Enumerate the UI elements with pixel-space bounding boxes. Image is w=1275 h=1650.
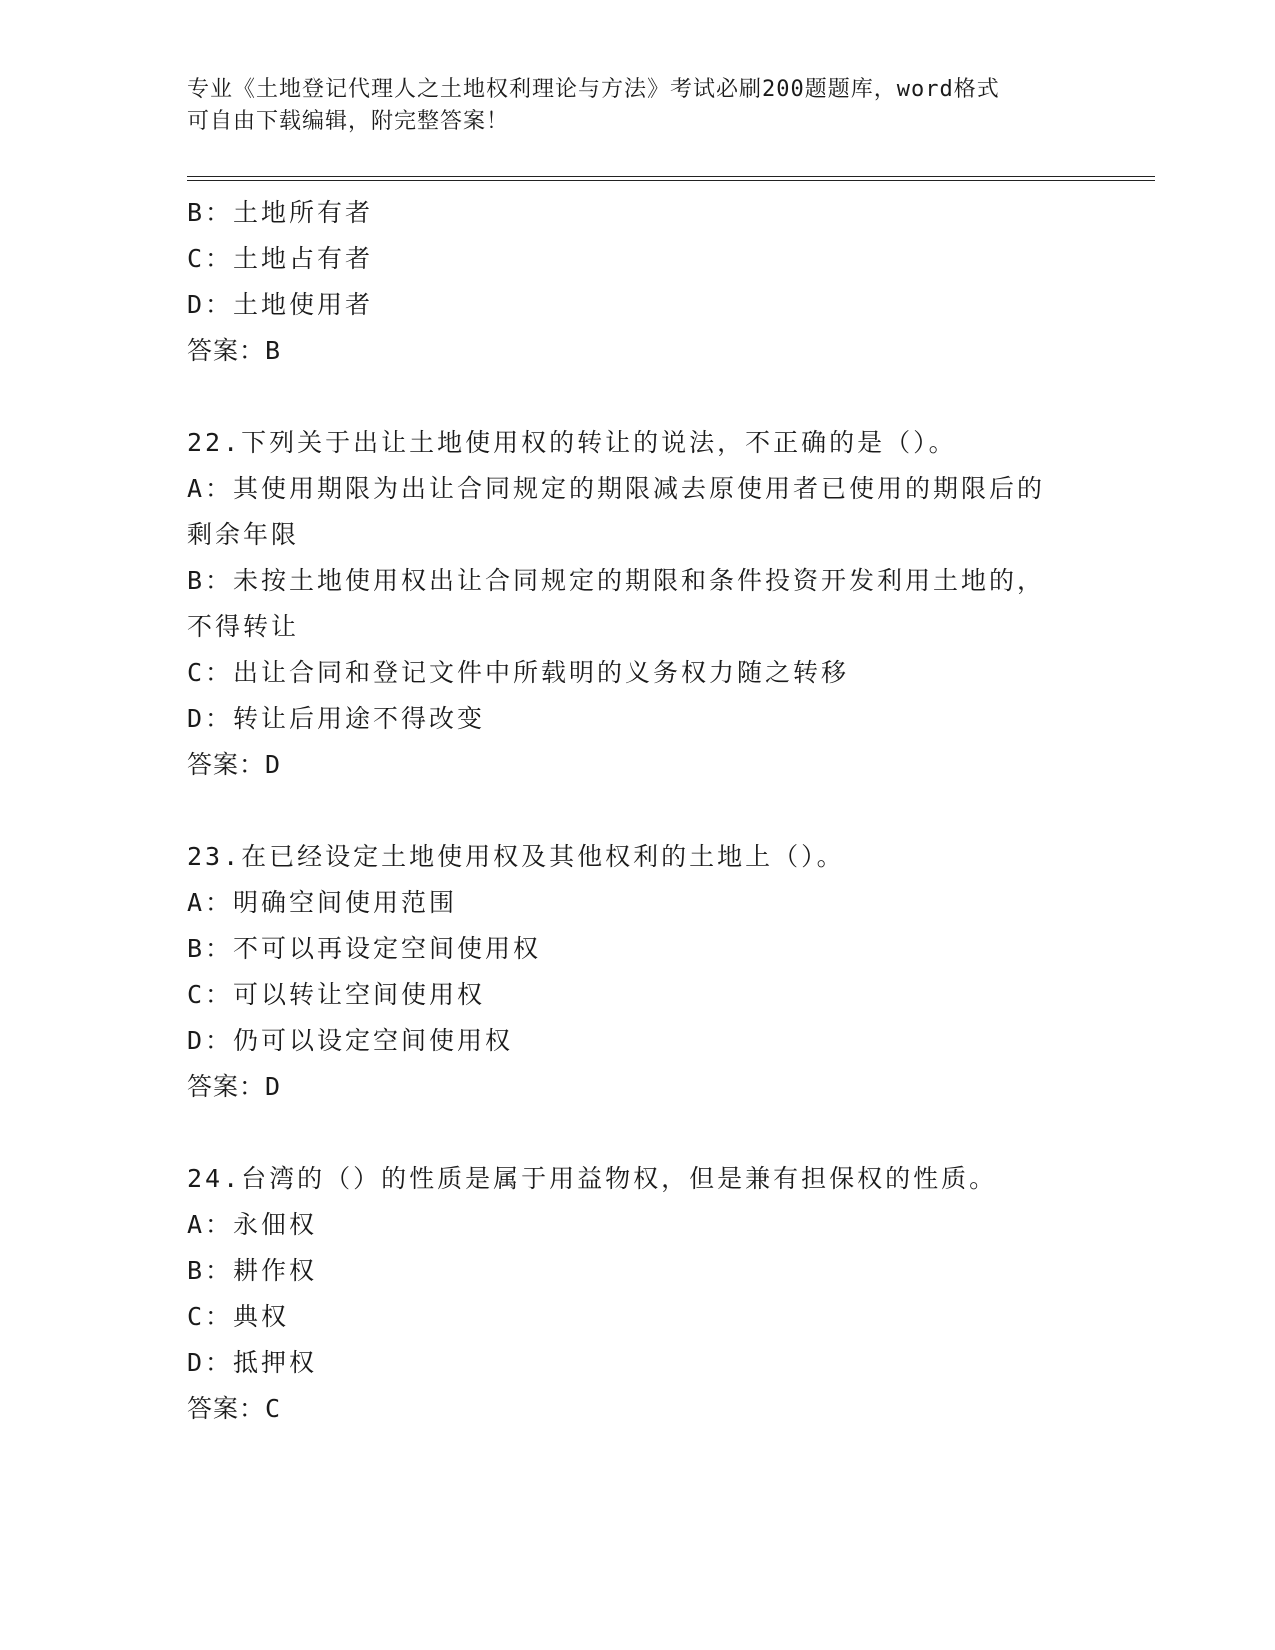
option-b: B：耕作权: [187, 1256, 318, 1285]
spacer: [187, 788, 1087, 834]
option-a-continued: 剩余年限: [187, 520, 300, 549]
question-text: 22.下列关于出让土地使用权的转让的说法，不正确的是（）。: [187, 428, 957, 457]
option-b-continued: 不得转让: [187, 612, 300, 641]
answer-line: 答案：B: [187, 336, 282, 365]
option-c: C：典权: [187, 1302, 290, 1331]
option-d: D：仍可以设定空间使用权: [187, 1026, 514, 1055]
spacer: [187, 1110, 1087, 1156]
option-b: B：土地所有者: [187, 198, 374, 227]
answer-line: 答案：C: [187, 1394, 282, 1423]
option-d: D：抵押权: [187, 1348, 318, 1377]
document-header: [187, 74, 1087, 138]
option-c: C：土地占有者: [187, 244, 374, 273]
option-b: B：未按土地使用权出让合同规定的期限和条件投资开发利用土地的，: [187, 566, 1046, 595]
spacer: [187, 374, 1087, 420]
header-title-line-2: 可自由下载编辑，附完整答案！: [187, 109, 510, 134]
question-22: [187, 420, 1087, 788]
option-c: C：出让合同和登记文件中所载明的义务权力随之转移: [187, 658, 850, 687]
answer-line: 答案：D: [187, 1072, 282, 1101]
option-c: C：可以转让空间使用权: [187, 980, 486, 1009]
option-a: A：明确空间使用范围: [187, 888, 458, 917]
answer-line: 答案：D: [187, 750, 282, 779]
option-a: A：永佃权: [187, 1210, 318, 1239]
question-text: 24.台湾的（）的性质是属于用益物权，但是兼有担保权的性质。: [187, 1164, 998, 1193]
option-d: D：土地使用者: [187, 290, 374, 319]
question-23: [187, 834, 1087, 1110]
question-24: [187, 1156, 1087, 1432]
option-a: A：其使用期限为出让合同规定的期限减去原使用者已使用的期限后的: [187, 474, 1046, 503]
question-text: 23.在已经设定土地使用权及其他权利的土地上（）。: [187, 842, 845, 871]
header-double-rule: [187, 176, 1155, 181]
question-21: [187, 190, 1087, 374]
question-list: [187, 190, 1087, 1432]
option-d: D：转让后用途不得改变: [187, 704, 486, 733]
option-b: B：不可以再设定空间使用权: [187, 934, 542, 963]
header-title-line-1: 专业《土地登记代理人之土地权利理论与方法》考试必刷200题题库，word格式: [187, 77, 1000, 102]
